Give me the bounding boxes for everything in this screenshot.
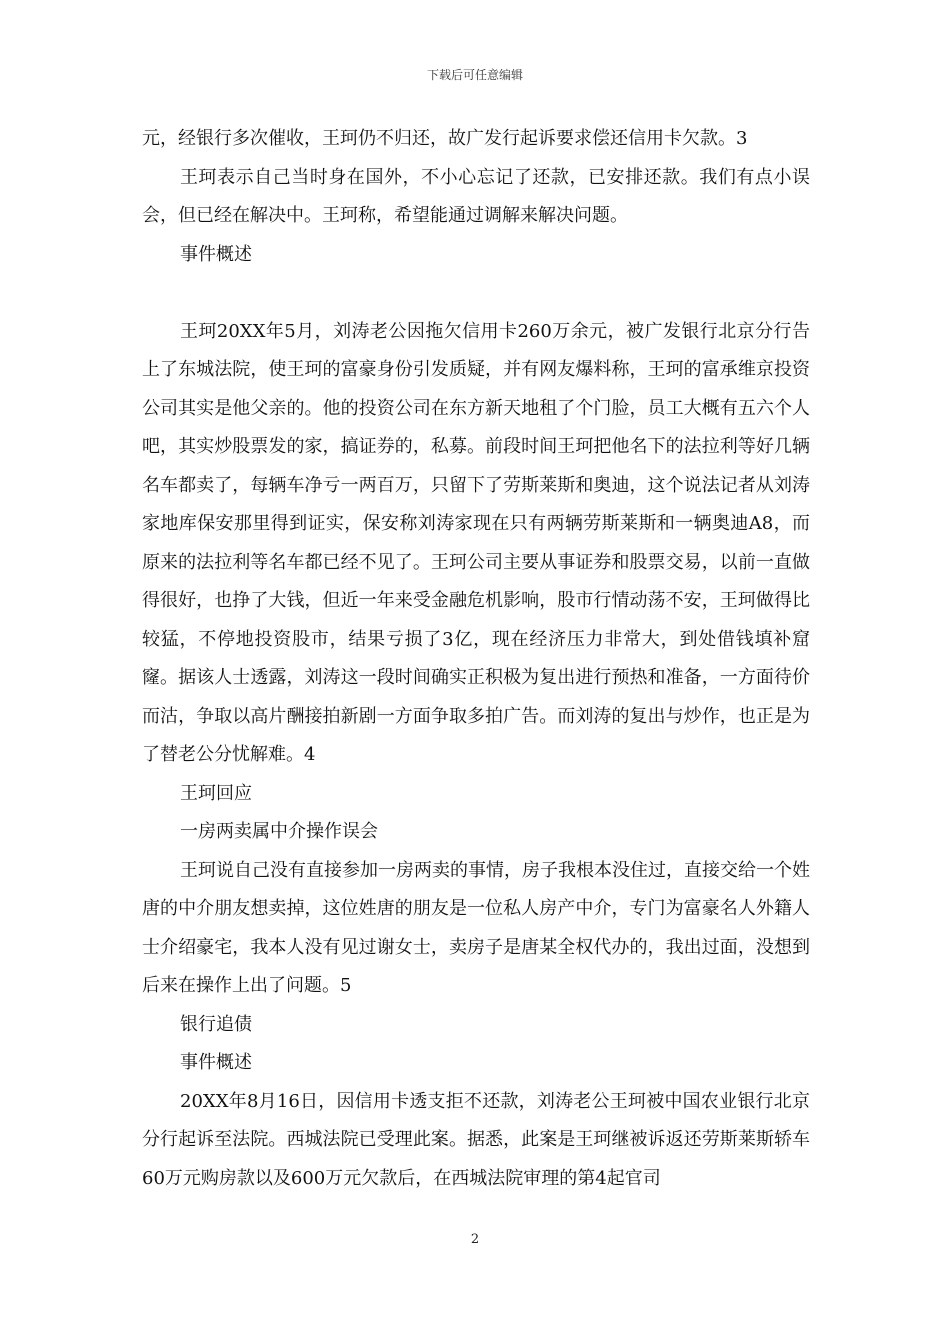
page-number: 2 [470,1232,480,1247]
blank-line [142,274,810,313]
document-body [142,120,810,1198]
paragraph: 王珂说自己没有直接参加一房两卖的事情，房子我根本没住过，直接交给一个姓唐的中介朋友想卖掉，这位姓唐的朋友是一位私人房产中介，专门为富豪名人外籍人士介绍豪宅，我本人没有见过谢女士，卖房子是唐某全权代办的，我出过面，没想到后来在操作上出了问题。5 [142,859,810,996]
section-heading: 银行追债 [180,1013,252,1035]
paragraph: 王珂20XX年5月，刘涛老公因拖欠信用卡260万余元，被广发银行北京分行告上了东城法院，使王珂的富豪身份引发质疑，并有网友爆料称，王珂的富承维京投资公司其实是他父亲的。他的投资公司在东方新天地租了个门脸，员工大概有五六个人吧，其实炒股票发的家，搞证券的，私募。前段时间王珂把他名下的法拉利等好几辆名车都卖了，每辆车净亏一两百万，只留下了劳斯莱斯和奥迪，这个说法记者从刘涛家地库保安那里得到证实，保安称刘涛家现在只有两辆劳斯莱斯和一辆奥迪A8，而原来的法拉利等名车都已经不见了。王珂公司主要从事证券和股票交易，以前一直做得很好，也挣了大钱，但近一年来受金融危机影响，股市行情动荡不安，王珂做得比较猛，不停地投资股市，结果亏损了3亿，现在经济压力非常大，到处借钱填补窟窿。据该人士透露，刘涛这一段时间确实正积极为复出进行预热和准备，一方面待价而沽，争取以高片酬接拍新剧一方面争取多拍广告。而刘涛的复出与炒作，也正是为了替老公分忧解难。4 [142,320,810,765]
section-heading: 王珂回应 [180,782,252,804]
page-header: 下载后可任意编辑 [426,68,523,82]
paragraph: 20XX年8月16日，因信用卡透支拒不还款，刘涛老公王珂被中国农业银行北京分行起诉至法院。西城法院已受理此案。据悉，此案是王珂继被诉返还劳斯莱斯轿车60万元购房款以及600万元欠款后，在西城法院审理的第4起官司 [142,1090,810,1189]
section-heading: 一房两卖属中介操作误会 [180,821,378,842]
section-heading: 事件概述 [180,1052,252,1073]
paragraph: 元，经银行多次催收，王珂仍不归还，故广发行起诉要求偿还信用卡欠款。3 [142,128,748,149]
paragraph: 王珂表示自己当时身在国外，不小心忘记了还款，已安排还款。我们有点小误会，但已经在解决中。王珂称，希望能通过调解来解决问题。 [142,166,810,226]
section-heading: 事件概述 [180,243,252,265]
